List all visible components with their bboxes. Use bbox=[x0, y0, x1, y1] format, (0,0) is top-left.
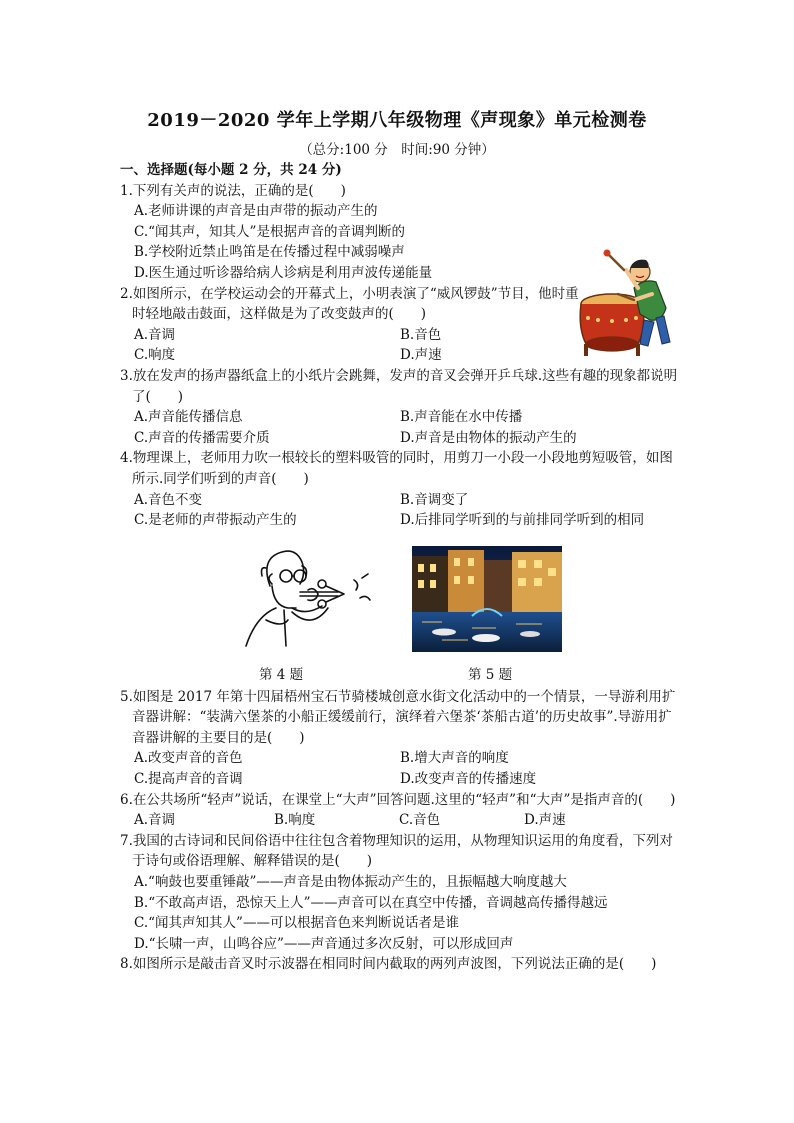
question-6-option-c: C.音色 bbox=[399, 812, 441, 829]
question-2-option-b: B.音色 bbox=[400, 326, 442, 343]
question-3-option-a: A.声音能传播信息 bbox=[134, 409, 243, 426]
question-8-stem: 8.如图所示是敲击音叉时示波器在相同时间内截取的两列声波图，下列说法正确的是( ) bbox=[120, 956, 657, 973]
question-2-stem: 2.如图所示，在学校运动会的开幕式上，小明表演了“威风锣鼓”节目，他时重时轻地敲击鼓面，这样做是为了改变鼓声的( ) bbox=[120, 285, 579, 323]
question-3-option-b: B.声音能在水中传播 bbox=[400, 409, 523, 426]
question-6-option-d: D.声速 bbox=[524, 812, 566, 829]
question-1-option-c: C.“闻其声，知其人”是根据声音的音调判断的 bbox=[134, 223, 405, 240]
figure-captions bbox=[120, 663, 680, 687]
section-heading: 一、选择题(每小题 2 分，共 24 分) bbox=[120, 162, 342, 178]
exam-subtitle: （总分:100 分 时间:90 分钟） bbox=[299, 142, 495, 158]
question-7-option-d: D.“长啸一声，山鸣谷应”——声音通过多次反射，可以形成回声 bbox=[134, 935, 514, 952]
question-4-stem: 4.物理课上，老师用力吹一根较长的塑料吸管的同时，用剪刀一小段一小段地剪短吸管，如图所示.同学们听到的声音( ) bbox=[120, 450, 673, 487]
question-2-option-d: D.声速 bbox=[400, 347, 442, 364]
question-2-option-c: C.响度 bbox=[134, 347, 176, 364]
question-3-options bbox=[120, 407, 680, 448]
question-7-option-a: A.“响鼓也要重锤敲”——声音是由物体振动产生的，且振幅越大响度越大 bbox=[134, 874, 567, 891]
straw-figure bbox=[226, 546, 376, 650]
question-5-options bbox=[120, 748, 680, 789]
question-6-options bbox=[120, 810, 680, 831]
question-1-option-a: A.老师讲课的声音是由声带的振动产生的 bbox=[134, 203, 378, 220]
question-6-stem: 6.在公共场所“轻声”说话，在课堂上“大声”回答问题.这里的“轻声”和“大声”是指声音的( ) bbox=[120, 791, 676, 808]
question-5-option-d: D.改变声音的传播速度 bbox=[400, 771, 537, 788]
question-7-stem: 7.我国的古诗词和民间俗语中往往包含着物理知识的运用，从物理知识运用的角度看，下列对于诗句或俗语理解、解释错误的是( ) bbox=[120, 832, 673, 870]
question-2-option-a: A.音调 bbox=[134, 326, 176, 343]
figure-row bbox=[120, 531, 680, 663]
question-4-option-c: C.是老师的声带振动产生的 bbox=[134, 512, 297, 529]
question-2-options bbox=[120, 325, 554, 366]
question-7-option-c: C.“闻其声知其人”——可以根据音色来判断说话者是谁 bbox=[134, 915, 459, 932]
question-6-option-b: B.响度 bbox=[274, 812, 316, 829]
figure-4-caption: 第 4 题 bbox=[259, 666, 304, 683]
figure-5-caption: 第 5 题 bbox=[468, 666, 513, 683]
question-5-option-c: C.提高声音的音调 bbox=[134, 771, 243, 788]
night-scene-photo bbox=[412, 546, 562, 652]
question-4-option-d: D.后排同学听到的与前排同学听到的相同 bbox=[400, 512, 645, 529]
question-5-stem: 5.如图是 2017 年第十四届梧州宝石节骑楼城创意水街文化活动中的一个情景，一导游利用扩音器讲解：“装满六堡茶的小船正缓缓前行，演绎着六堡茶‘茶船古道’的历史故事”.导游用扩音器讲解的主要目的是( ) bbox=[120, 688, 676, 746]
exam-title: 2019－2020 学年上学期八年级物理《声现象》单元检测卷 bbox=[147, 110, 647, 131]
question-3-option-d: D.声音是由物体的振动产生的 bbox=[400, 429, 577, 446]
question-6-option-a: A.音调 bbox=[134, 812, 176, 829]
question-4-option-a: A.音色不变 bbox=[134, 491, 203, 508]
question-4-option-b: B.音调变了 bbox=[400, 491, 469, 508]
question-7-option-b: B.“不敢高声语，恐惊天上人”——声音可以在真空中传播，音调越高传播得越远 bbox=[134, 894, 608, 911]
question-1-option-b: B.学校附近禁止鸣笛是在传播过程中减弱噪声 bbox=[134, 244, 405, 261]
question-3-option-c: C.声音的传播需要介质 bbox=[134, 429, 270, 446]
question-1-stem: 1.下列有关声的说法，正确的是( ) bbox=[120, 182, 346, 199]
question-3-stem: 3.放在发声的扬声器纸盒上的小纸片会跳舞，发声的音叉会弹开乒乓球.这些有趣的现象都说明了( ) bbox=[120, 367, 678, 405]
question-5-option-b: B.增大声音的响度 bbox=[400, 750, 509, 767]
question-5-option-a: A.改变声音的音色 bbox=[134, 750, 243, 767]
question-4-options bbox=[120, 490, 680, 531]
question-1-option-d: D.医生通过听诊器给病人诊病是利用声波传递能量 bbox=[134, 264, 433, 281]
drum-figure bbox=[578, 248, 678, 360]
